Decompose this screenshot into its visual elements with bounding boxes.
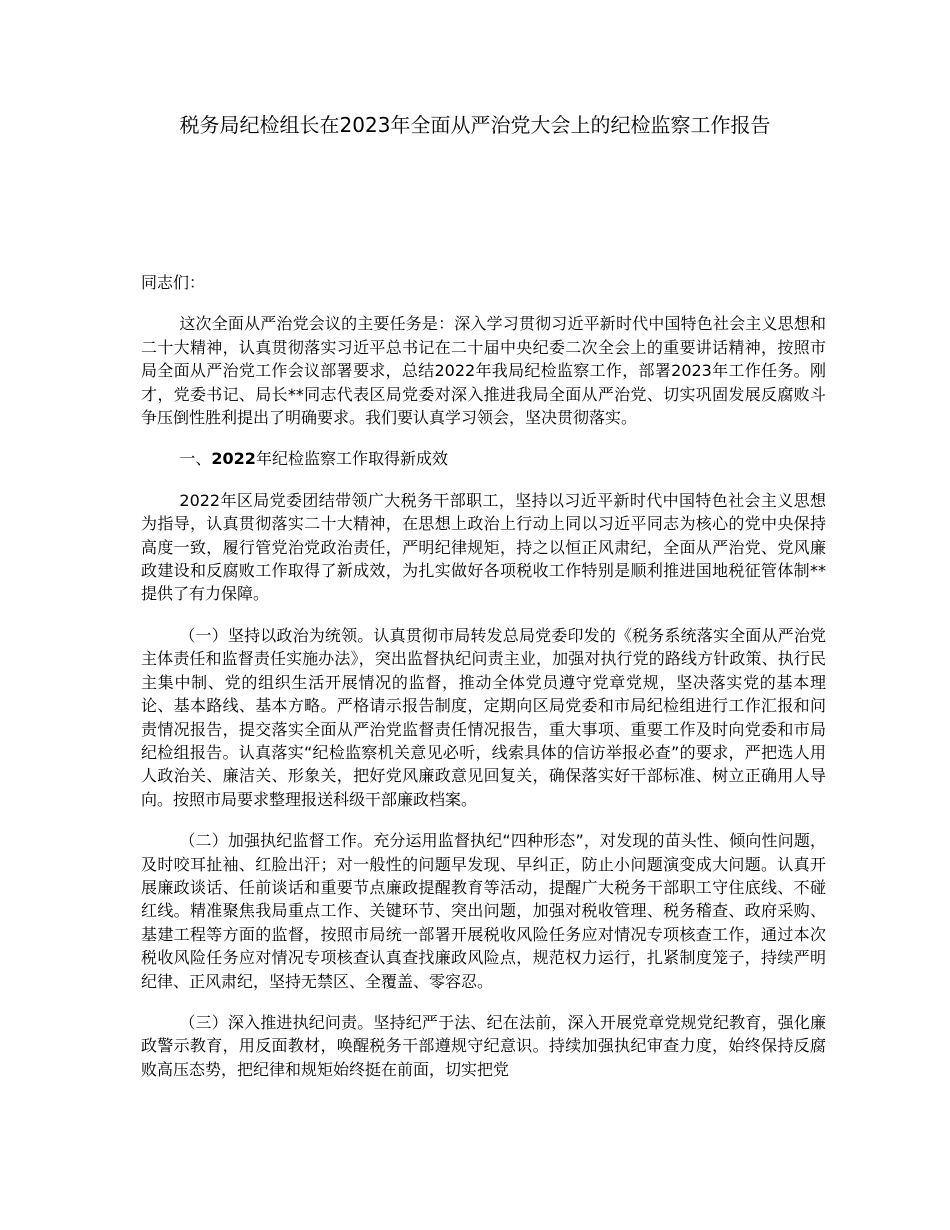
subsection-paragraph-2: （二）加强执纪监督工作。充分运用监督执纪“四种形态”，对发现的苗头性、倾向性问题，及时咬耳扯袖、红脸出汗；对一般性的问题早发现、早纠正，防止小问题演变成大问题。认真开展廉政谈话、任前谈话和重要节点廉政提醒教育等活动，提醒广大税务干部职工守住底线、不碰红线。精准聚焦我局重点工作、关键环节、突出问题，加强对税收管理、税务稽查、政府采购、基建工程等方面的监督，按照市局统一部署开展税收风险任务应对情况专项核查工作，通过本次税收风险任务应对情况专项核查认真查找廉政风险点，规范权力运行，扎紧制度笼子，持续严明纪律、正风肃纪，坚持无禁区、全覆盖、零容忍。 (141, 831, 826, 991)
section-heading-text: 年纪检监察工作取得新成效 (255, 449, 448, 469)
intro-paragraph: 这次全面从严治党会议的主要任务是：深入学习贯彻习近平新时代中国特色社会主义思想和二十大精神，认真贯彻落实习近平总书记在二十届中央纪委二次全会上的重要讲话精神，按照市局全面从严治党工作会议部署要求，总结2022年我局纪检监察工作，部署2023年工作任务。刚才，党委书记、局长**同志代表区局党委对深入推进我局全面从严治党、切实巩固发展反腐败斗争压倒性胜利提出了明确要求。我们要认真学习领会，坚决贯彻落实。 (141, 314, 826, 428)
document-body (141, 271, 826, 1099)
section-heading-prefix: 一、 (179, 449, 212, 469)
subsection-paragraph-3: （三）深入推进执纪问责。坚持纪严于法、纪在法前，深入开展党章党规党纪教育，强化廉政警示教育，用反面教材，唤醒税务干部遵规守纪意识。持续加强执纪审查力度，始终保持反腐败高压态势，把纪律和规矩始终挺在前面，切实把党 (141, 1012, 826, 1079)
document-title: 税务局纪检组长在2023年全面从严治党大会上的纪检监察工作报告 (179, 113, 771, 137)
greeting: 同志们： (141, 273, 206, 292)
subsection-paragraph-1: （一）坚持以政治为统领。认真贯彻市局转发总局党委印发的《税务系统落实全面从严治党主体责任和监督责任实施办法》，突出监督执纪问责主业，加强对执行党的路线方针政策、执行民主集中制、党的组织生活开展情况的监督，推动全体党员遵守党章党规，坚决落实党的基本理论、基本路线、基本方略。严格请示报告制度，定期向区局党委和市局纪检组进行工作汇报和问责情况报告，提交落实全面从严治党监督责任情况报告，重大事项、重要工作及时向党委和市局纪检组报告。认真落实“纪检监察机关意见必听，线索具体的信访举报必查”的要求，严把选人用人政治关、廉洁关、形象关，把好党风廉政意见回复关，确保落实好干部标准、树立正确用人导向。按照市局要求整理报送科级干部廉政档案。 (141, 625, 826, 809)
section-heading-1 (141, 447, 826, 470)
section-heading-year: 2022 (211, 449, 256, 469)
summary-paragraph: 2022年区局党委团结带领广大税务干部职工，坚持以习近平新时代中国特色社会主义思想为指导，认真贯彻落实二十大精神，在思想上政治上行动上同以习近平同志为核心的党中央保持高度一致，履行管党治党政治责任，严明纪律规矩，持之以恒正风肃纪，全面从严治党、党风廉政建设和反腐败工作取得了新成效，为扎实做好各项税收工作特别是顺利推进国地税征管体制**提供了有力保障。 (141, 490, 826, 604)
